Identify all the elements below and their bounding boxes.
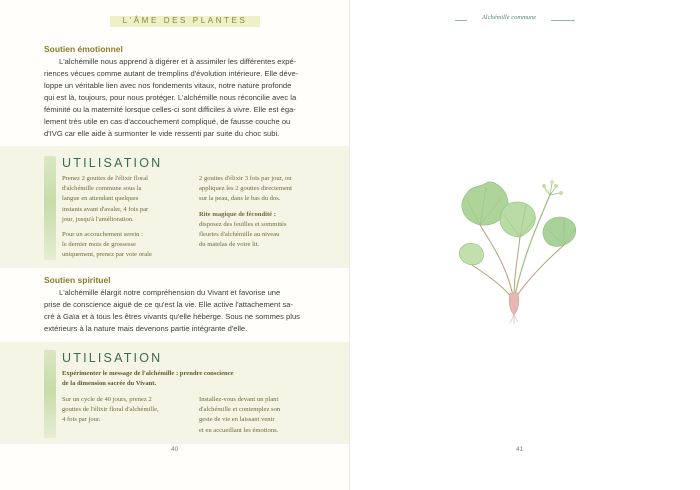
leaf-decoration (44, 350, 56, 438)
text-line: du matelas de votre lit. (199, 241, 260, 249)
text-line: Pour un accouchement serein : (62, 231, 143, 239)
paragraph-emotional (44, 56, 316, 140)
paragraph-line: d'IVG car elle aide à surmonter le vide ressenti par suite du choc subi. (44, 129, 280, 138)
rite-title: Rite magique de fécondité : (199, 210, 276, 218)
running-head-rule (551, 20, 575, 21)
running-head-left (110, 14, 260, 30)
text-line: de la dimension sacrée du Vivant. (62, 380, 157, 388)
text-line: 2 gouttes d'élixir 3 fois par jour, ou (199, 175, 292, 182)
utilisation-subtitle (62, 369, 342, 389)
text-line: 4 fois par jour. (62, 416, 101, 424)
paragraph-spiritual (44, 287, 316, 335)
paragraph-line: riences vécues comme autant de tremplins d'évolution intérieure. Elle déve- (44, 69, 299, 78)
utilisation-col2 (199, 174, 344, 250)
text-line: d'alchémille et contemplez son (199, 406, 281, 414)
utilisation-col1 (62, 174, 192, 261)
paragraph-line: qui est là, toujours, pour nous protéger. L'alchémille nous réconcilie avec la (44, 93, 297, 102)
alchemilla-plant-illustration (452, 165, 592, 325)
page-number-right: 41 (516, 446, 524, 453)
text-line: Installez-vous devant un plant (199, 396, 279, 403)
utilisation-box-2 (0, 342, 350, 444)
text-line: instants avant d'avaler, 4 fois par (62, 205, 149, 213)
paragraph-line: prise de conscience aiguë de ce qu'est la vie. Elle active l'attachement sa- (44, 300, 293, 309)
utilisation-col1 (62, 395, 192, 426)
utilisation-title: UTILISATION (62, 351, 163, 365)
utilisation-title: UTILISATION (62, 156, 163, 170)
paragraph-line: L'alchémille élargit notre compréhension du Vivant et favorise une (59, 288, 281, 297)
paragraph-line: lement très utile en cas d'accouchement compliqué, de fausse couche ou (44, 117, 291, 126)
text-line: uniquement, prenez par voie orale (62, 251, 152, 259)
text-line: disposez des feuilles et sommités (199, 220, 287, 228)
paragraph-line: extérieurs à la nature mais devenons partie intégrante d'elle. (44, 324, 248, 333)
paragraph-line: féminité ou la maternité lorsque celles-ci sont difficiles à vivre. Elle est éga- (44, 105, 296, 114)
running-head-title: Alchémille commune (481, 14, 537, 21)
leaf-decoration (44, 156, 56, 260)
text-line: langue en attendant quelques (62, 195, 139, 203)
running-head-rule (455, 20, 467, 21)
paragraph-line: L'alchémille nous apprend à digérer et à assimiler les différentes expé- (59, 57, 297, 66)
page-number-left: 40 (171, 446, 179, 453)
text-line: Sur un cycle de 40 jours, prenez 2 (62, 396, 152, 403)
text-line: sur la peau, dans le bas du dos. (199, 195, 281, 203)
text-line: fleuries d'alchémille au niveau (199, 231, 280, 239)
paragraph-line: loppe un véritable lien avec nos fondements vitaux, notre nature profonde (44, 81, 292, 90)
section-title-spiritual: Soutien spirituel (44, 275, 111, 285)
text-line: jour, jusqu'à l'amélioration. (62, 215, 134, 223)
utilisation-box-1 (0, 146, 350, 268)
text-line: appliquez les 2 gouttes directement (199, 185, 293, 193)
running-head-right (455, 13, 575, 27)
text-line: le dernier mois de grossesse (62, 241, 136, 249)
text-line: Prenez 2 gouttes de l'élixir floral (62, 175, 148, 182)
text-line: Expérimenter le message de l'alchémille : prendre conscience (62, 370, 234, 377)
section-title-emotional: Soutien émotionnel (44, 44, 123, 54)
running-head-text: L'ÂME DES PLANTES (122, 16, 248, 25)
paragraph-line: cré à Gaïa et à tous les êtres vivants qu'elle héberge. Sous ne sommes plus (44, 312, 300, 321)
utilisation-col2 (199, 395, 344, 436)
right-page (350, 0, 700, 490)
text-line: et en accueillant les émotions. (199, 426, 279, 434)
text-line: d'alchémille commune sous la (62, 185, 142, 193)
text-line: gouttes de l'élixir floral d'alchémille, (62, 406, 159, 414)
text-line: geste de vie en laissant venir (199, 416, 275, 424)
